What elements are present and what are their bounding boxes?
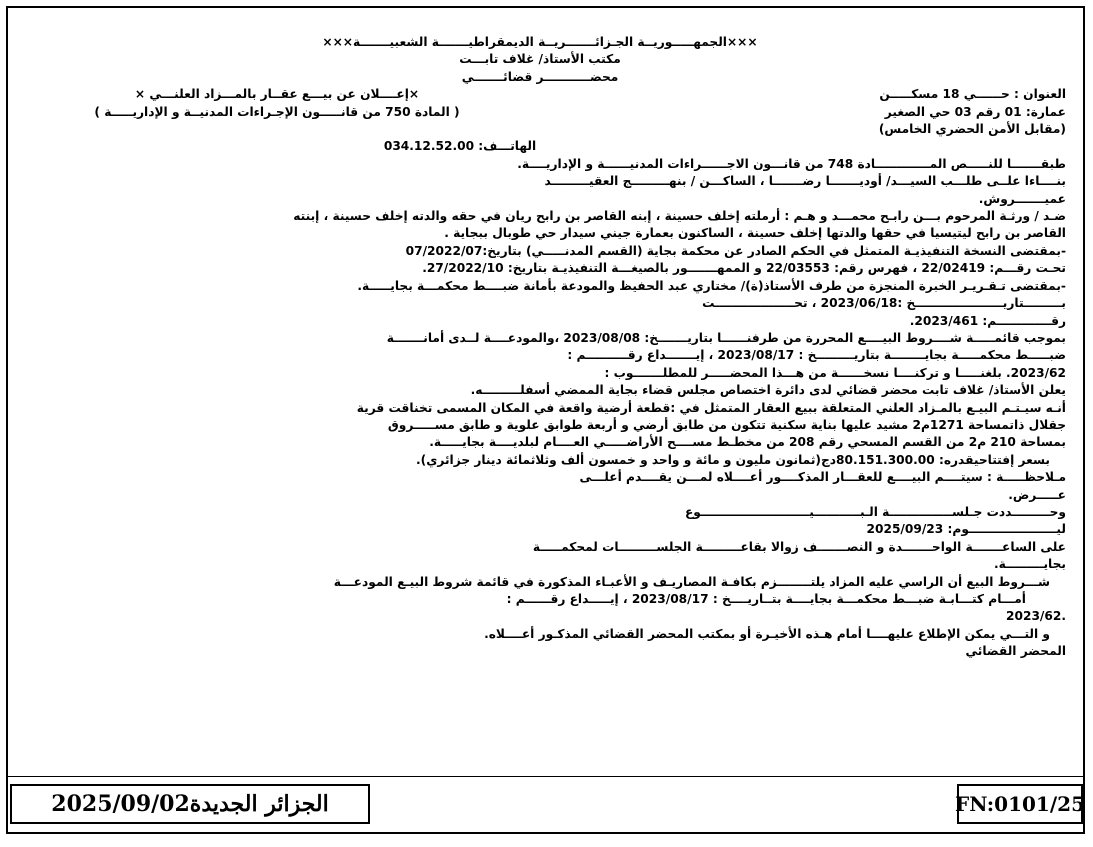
body-line: وحـــــــــددت جـلســـــــــــــــة الـبـــــــــــيــــــــــــــــــــــــــوع: [684, 504, 1066, 519]
body-line: يعلن الأستاذ/ غلاف تابت محضر قضائي لدى دائرة اختصاص مجلس قضاء بجاية الممضي أسفلـــــــــه.: [470, 383, 1066, 398]
body-line: مـلاحظـــــة : سيتــــم البيــــع للعقـــار المذكــــور أعــــلاه لمـــن يقــــدم أعلـــى: [579, 470, 1066, 485]
body-line: رقـــــــــــــم: 2023/461.: [909, 313, 1066, 328]
body-line: -بمقتضى تـقـريـر الخبرة المنجزة من طرف الأستاذ(ة)/ مختاري عبد الحفيظ والمودعة بأمانة ضبــــط محكمـــة بجايـــــة.: [357, 278, 1066, 293]
republic-heading: ×××الجمهـــــوريــة الجـزائـــــــريــة الديمقراطيـــــــة الشعبيـــــــة×××: [322, 35, 758, 49]
body-line: ضـد / ورثـة المرحوم بـــن رابـح محمـــد و هـم : أرملته إخلف حسينة ، إبنه القاصر بن رابح ريان في حقه والدته إخلف حسينة ، إبنته: [293, 209, 1066, 224]
auction-notice: [14, 34, 1066, 774]
body-line: على الساعـــــــة الواحـــــــدة و النصـــــــف زوالا بقاعـــــــــة الجلســـــــــات لمحكمـــــة: [532, 539, 1066, 554]
body-line: بـــــــــتاريـــــــــــــــــــــخ :2023/06/18 ، تحـــــــــــــــــــت: [702, 296, 1066, 311]
address: العنوان : حــــــي 18 مسكـــــن: [879, 87, 1066, 102]
footer-divider: [8, 776, 1085, 777]
body-line: بسعر إفتتاحيقدره: 80.151.300.00دج(ثمانون مليون و مائة و واحد و خمسون ألف وثلاثمائة دينار جزائري).: [416, 452, 1050, 467]
fn-reference-box: FN:0101/25: [957, 784, 1083, 824]
phone: الهاتـــف: 034.12.52.00: [383, 139, 537, 154]
body-line: -بمقتضى النسخة التنفيذيـة المتمثل في الحكم الصادر عن محكمة بجاية (القسم المدنـــــي) بتاريخ:07/2022/07: [405, 243, 1066, 258]
body-line: أنـه سيـتـم البيـع بالمـزاد العلني المتعلقة ببيع العقار المتمثل في :قطعة أرضية واقعة في المكان المسمى تخناقت قرية: [356, 400, 1066, 415]
body-line: القاصر بن رابح ليتيسيا في حقها والدتها إخلف حسينة ، الساكنون بعمارة جيني سيدار حي طوبال ببجاية .: [444, 226, 1066, 241]
body-line: ضبـــــط محكمـــــة بجايــــــــة بتاريـــــــــخ : 2023/08/17 ، إيـــــــداع رقــــــــــم :: [567, 348, 1066, 363]
body-line: عـــــرض.: [1008, 487, 1066, 502]
newspaper-date-box: الجزائر الجديدة2025/09/02: [10, 784, 370, 824]
body-line: بموجب قائمـــــة شــــروط البيــــع المحررة من طرفنــــــا بتاريـــــــخ: 2023/08/08 ،والمودعــــة لــدى أمانـــــــة: [386, 330, 1066, 345]
bailiff-title: محضـــــــــــر قضائـــــــي: [461, 69, 619, 84]
bailiff-signature: المحضر القضائي: [965, 644, 1066, 659]
body-line: بجايـــــــــة.: [993, 557, 1066, 572]
office-name: مكتب الأستاذ/ غلاف تابـــت: [459, 52, 621, 67]
building: عمارة: 01 رقم 03 حي الصغير: [884, 104, 1066, 119]
body-line: .2023/62: [1006, 609, 1066, 624]
landmark: (مقابل الأمن الحضري الخامس): [878, 122, 1066, 137]
body-line: ليـــــــــــــــــــــوم: 2025/09/23: [866, 522, 1066, 537]
body-line: جقلال ذاتمساحة 1271م2 مشيد عليها بناية سكنية تتكون من طابق أرضي و أربعة طوابق علوية و طابق مســـــروق: [387, 417, 1066, 432]
body-line: تحـت رقـــم: 22/02419 ، فهرس رقم: 22/03553 و الممهـــــــور بالصيغـــة التنفيذيـة بتاريخ: 27/2022/10.: [422, 261, 1066, 276]
body-line: بنــــاءا علــى طلـــب السيـــد/ أوديـــــــا رضـــــــا ، الساكـــن / بنهـــــــــج العقيـــــــــد: [544, 174, 1066, 189]
body-line: أمـــام كتـــابـة ضبـــط محكمـــة بجايــــة بتــاريــــخ : 2023/08/17 ، إيـــــداع رقــــــم :: [506, 592, 1026, 606]
auction-title: ×إعــــلان عن بيـــع عقــار بالمـــزاد العلنـــي ×: [134, 87, 420, 102]
body-line: طبقـــــــا للنـــــص المـــــــــــــادة 748 من قانـــون الاجــــــراءات المدنيــــــة و الإداريــــة.: [517, 156, 1066, 171]
article-reference: ( المادة 750 من قانـــــون الإجـراءات المدنيــة و الإداريـــــة ): [94, 104, 460, 119]
body-line: شـــروط البيع أن الراسي عليه المزاد يلتــــــــزم بكافـة المصاريـف و الأعبـاء المذكورة في قائمة شروط البيـع المودعـــة: [333, 574, 1050, 589]
address-row: [14, 86, 1066, 103]
building-row: [14, 104, 1066, 121]
body-line: 2023/62. بلغنـــــا و تركنــــا نسخــــــة من هـــذا المحضـــــر للمطلـــــــوب :: [604, 365, 1066, 380]
body-line: و التـــي يمكن الإطلاع عليهــــا أمام هـذه الأخيـرة أو بمكتب المحضر القضائي المذكـور أعــــلاه.: [484, 626, 1050, 641]
body-line: بمساحة 210 م2 من القسم المسحي رقم 208 من مخطـط مســــح الأراضـــــي العــــام لبلديــــة بجايـــــة.: [429, 435, 1066, 450]
body-line: عميـــــــروش.: [978, 191, 1066, 206]
